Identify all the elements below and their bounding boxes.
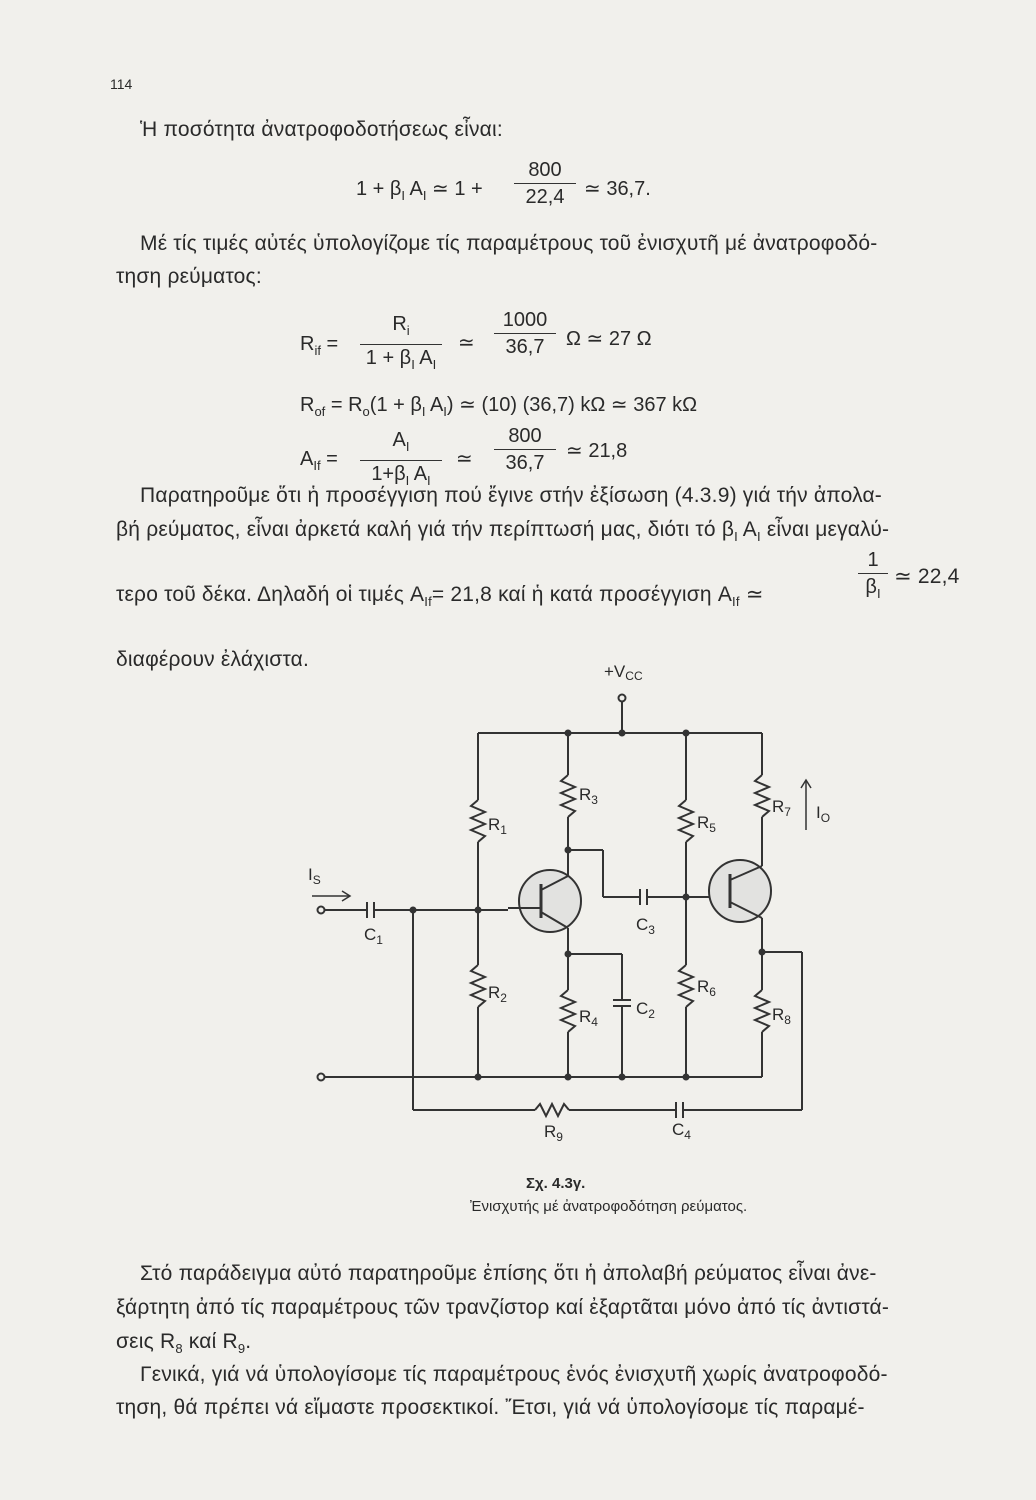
r6-label: $R_6$ [697,977,716,999]
figure-caption: Ἐνισχυτής μέ ἀνατροφοδότηση ρεύματος. [470,1198,748,1215]
c1-label: $C_1$ [364,925,383,947]
figure-number: Σχ. 4.3γ. [526,1175,586,1192]
r8-label: $R_8$ [772,1005,791,1027]
intro-text: Ἡ ποσότητα ἀνατροφοδοτήσεως εἶναι: [140,118,503,141]
r9-label: $R_9$ [544,1122,563,1144]
para4-line3: σεις $R_8$ καί $R_9$. [116,1330,252,1357]
io-label: $I_O$ [816,803,831,825]
circuit-diagram [290,655,850,1165]
vcc-label: +VCC [604,662,643,683]
para4-line1: Στό παράδειγμα αὐτό παρατηροῦμε ἐπίσης ὅτι ἡ ἀπολαβή ρεύματος εἶναι ἀνε- [140,1262,877,1285]
page-number: 114 [110,76,133,92]
c2-label: $C_2$ [636,999,655,1021]
para2-line1: Μέ τίς τιμές αὐτές ὑπολογίζομε τίς παραμέτρους τοῦ ἐνισχυτῆ μέ ἀνατροφοδό- [140,232,878,255]
equation-rof: $R_{of} = R_o(1 + \beta_I$ $A_I$) ≃ (10) (36,7) kΩ ≃ 367 kΩ [300,394,698,419]
para4-line4: Γενικά, γιά νά ὑπολογίσομε τίς παραμέτρους ἑνός ἐνισχυτῆ χωρίς ἀνατροφοδό- [140,1363,888,1386]
c3-label: $C_3$ [636,915,655,937]
is-label: $I_S$ [308,865,321,887]
r1-label: $R_1$ [488,815,507,837]
c4-label: $C_4$ [672,1120,691,1142]
r3-label: $R_3$ [579,785,598,807]
para4-line5: τηση, θά πρέπει νά εἴμαστε προσεκτικοί. Ἔτσι, γιά νά ὑπολογίσομε τίς παραμέ- [116,1396,865,1419]
para3-line2: βή ρεύματος, εἶναι ἀρκετά καλή γιά τήν περίπτωσή μας, διότι τό $\beta_I$ $A_I$ εἶναι μεγαλύ- [116,518,890,545]
r4-label: $R_4$ [579,1007,598,1029]
r7-label: $R_7$ [772,797,791,819]
r5-label: $R_5$ [697,813,716,835]
para3-line4: διαφέρουν ἐλάχιστα. [116,648,310,671]
para3-line1: Παρατηροῦμε ὅτι ἡ προσέγγιση πού ἔγινε στήν ἐξίσωση (4.3.9) γιά τήν ἀπολα- [140,484,882,507]
para4-line2: ξάρτητη ἀπό τίς παραμέτρους τῶν τρανζίστορ καί ἐξαρτᾶται μόνο ἀπό τίς ἀντιστά- [116,1296,890,1319]
r2-label: $R_2$ [488,983,507,1005]
para2-line2: τηση ρεύματος: [116,265,262,288]
